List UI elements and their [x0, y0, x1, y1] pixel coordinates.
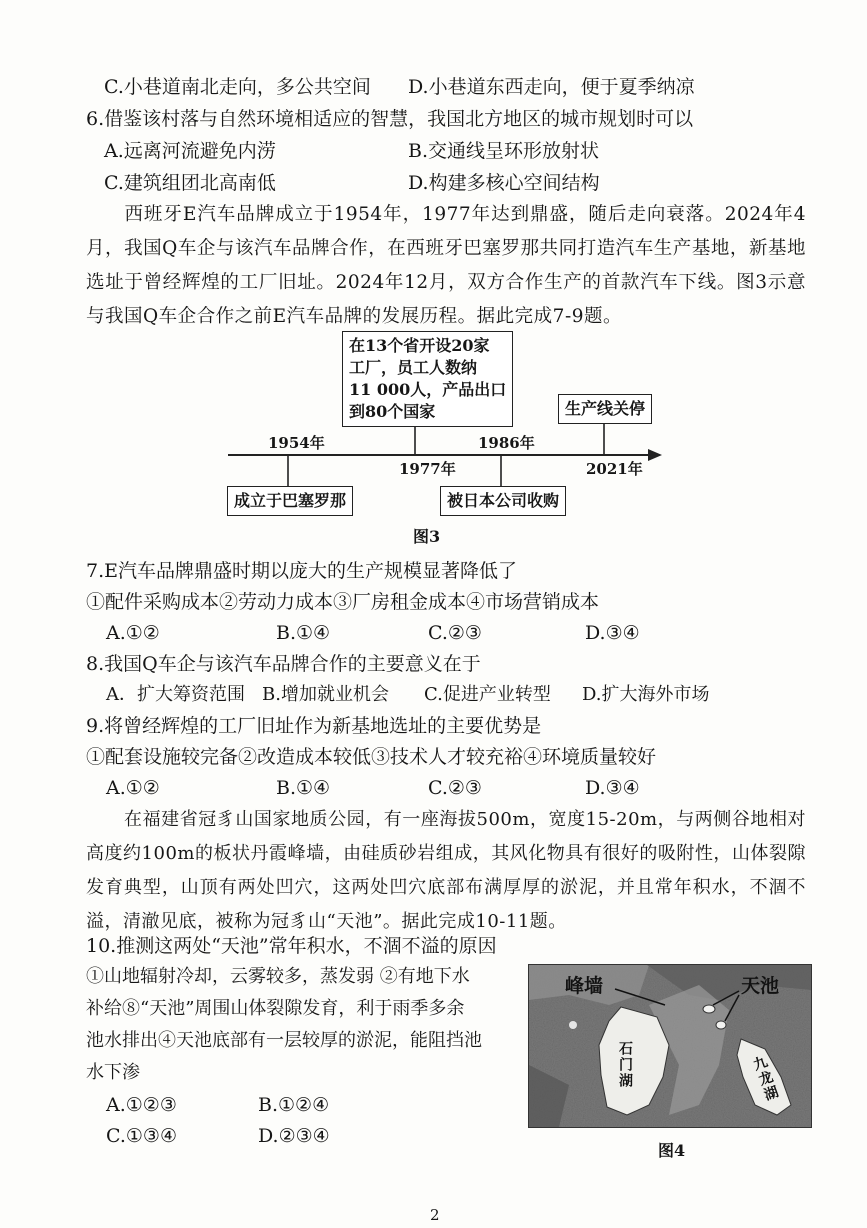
q5-option-d: D.小巷道东西走向，便于夏季纳凉 — [408, 76, 695, 98]
q6-option-a: A.远离河流避免内涝 — [104, 140, 276, 162]
q8-option-d: D.扩大海外市场 — [582, 684, 710, 705]
q7-option-a: A.①② — [106, 622, 160, 644]
q9-option-d: D.③④ — [585, 777, 640, 799]
page-number: 2 — [430, 1206, 440, 1224]
q10-line-1: ①山地辐射冷却，云雾较多，蒸发弱 ②有地下水 — [86, 966, 470, 987]
q8-stem: 8.我国Q车企与该汽车品牌合作的主要意义在于 — [86, 653, 481, 675]
box-2021: 生产线关停 — [558, 394, 652, 424]
q7-option-d: D.③④ — [585, 622, 640, 644]
q8-option-c: C.促进产业转型 — [424, 684, 551, 705]
timeline-arrowhead — [648, 449, 662, 461]
q10-option-d: D.②③④ — [258, 1125, 330, 1147]
q10-line-4: 水下渗 — [86, 1062, 140, 1083]
q9-option-c: C.②③ — [428, 777, 482, 799]
q6-option-d: D.构建多核心空间结构 — [408, 172, 600, 194]
q6-option-c: C.建筑组团北高南低 — [104, 172, 276, 194]
q9-option-a: A.①② — [106, 777, 160, 799]
year-1954: 1954年 — [268, 434, 325, 452]
q5-option-c: C.小巷道南北走向，多公共空间 — [104, 76, 371, 98]
box-1977-line-1: 在13个省开设20家 — [349, 336, 490, 355]
label-jiulong-lake: 九龙湖 — [749, 1053, 781, 1105]
label-shimen-lake: 石门湖 — [617, 1041, 633, 1089]
box-1977-line-3: 11 000人，产品出口 — [349, 380, 507, 399]
q9-items: ①配套设施较完备②改造成本较低③技术人才较充裕④环境质量较好 — [86, 746, 657, 768]
q6-option-b: B.交通线呈环形放射状 — [408, 140, 600, 162]
passage-10-11: 在福建省冠豸山国家地质公园，有一座海拔500m，宽度15-20m，与两侧谷地相对高度约100m的板状丹霞峰墙，由硅质砂岩组成，其风化物具有很好的吸附性，山体裂隙发育典型，山顶有两处凹穴，这两处凹穴底部布满厚厚的淤泥，并且常年积水，不涸不溢，清澈见底，被称为冠豸山“天池”。据此完成10-11题。 — [86, 809, 806, 932]
q7-option-b: B.①④ — [276, 622, 331, 644]
tianchi-pool-2 — [716, 1021, 726, 1029]
q6-stem: 6.借鉴该村落与自然环境相适应的智慧，我国北方地区的城市规划时可以 — [86, 108, 694, 130]
year-1977: 1977年 — [399, 460, 456, 478]
year-1986: 1986年 — [478, 434, 535, 452]
box-1954: 成立于巴塞罗那 — [227, 486, 353, 516]
q10-option-c: C.①③④ — [106, 1125, 177, 1147]
label-tian-chi: 天池 — [741, 975, 780, 997]
box-1977 — [342, 331, 513, 427]
q10-option-a: A.①②③ — [106, 1094, 177, 1116]
figure-3-caption: 图3 — [413, 527, 441, 546]
q10-stem: 10.推测这两处“天池”常年积水，不涸不溢的原因 — [86, 935, 497, 957]
q7-items: ①配件采购成本②劳动力成本③厂房租金成本④市场营销成本 — [86, 591, 600, 613]
tianchi-pool-1 — [703, 1005, 715, 1013]
timeline-svg — [0, 0, 867, 520]
q10-option-b: B.①②④ — [258, 1094, 330, 1116]
q9-option-b: B.①④ — [276, 777, 331, 799]
speck — [569, 1021, 577, 1029]
label-feng-qiang: 峰墙 — [565, 975, 604, 997]
q7-stem: 7.E汽车品牌鼎盛时期以庞大的生产规模显著降低了 — [86, 560, 517, 582]
q9-stem: 9.将曾经辉煌的工厂旧址作为新基地选址的主要优势是 — [86, 715, 542, 737]
year-2021: 2021年 — [586, 460, 643, 478]
figure-4-caption: 图4 — [658, 1141, 686, 1160]
box-1977-line-4: 到80个国家 — [349, 402, 436, 421]
q8-option-b: B.增加就业机会 — [262, 684, 389, 705]
q8-option-a: A．扩大筹资范围 — [106, 684, 245, 705]
figure-4-map — [528, 964, 812, 1128]
q10-line-2: 补给⑧“天池”周围山体裂隙发育，利于雨季多余 — [86, 998, 465, 1019]
box-1977-line-2: 工厂，员工人数纳 — [349, 358, 478, 377]
box-1986: 被日本公司收购 — [440, 486, 566, 516]
q10-line-3: 池水排出④天池底部有一层较厚的淤泥，能阻挡池 — [86, 1030, 482, 1051]
passage-7-9: 西班牙E汽车品牌成立于1954年，1977年达到鼎盛，随后走向衰落。2024年4月，我国Q车企与该汽车品牌合作，在西班牙巴塞罗那共同打造汽车生产基地，新基地选址于曾经辉煌的工厂旧址。2024年12月，双方合作生产的首款汽车下线。图3示意与我国Q车企合作之前E汽车品牌的发展历程。据此完成7-9题。 — [86, 204, 806, 327]
q7-option-c: C.②③ — [428, 622, 482, 644]
